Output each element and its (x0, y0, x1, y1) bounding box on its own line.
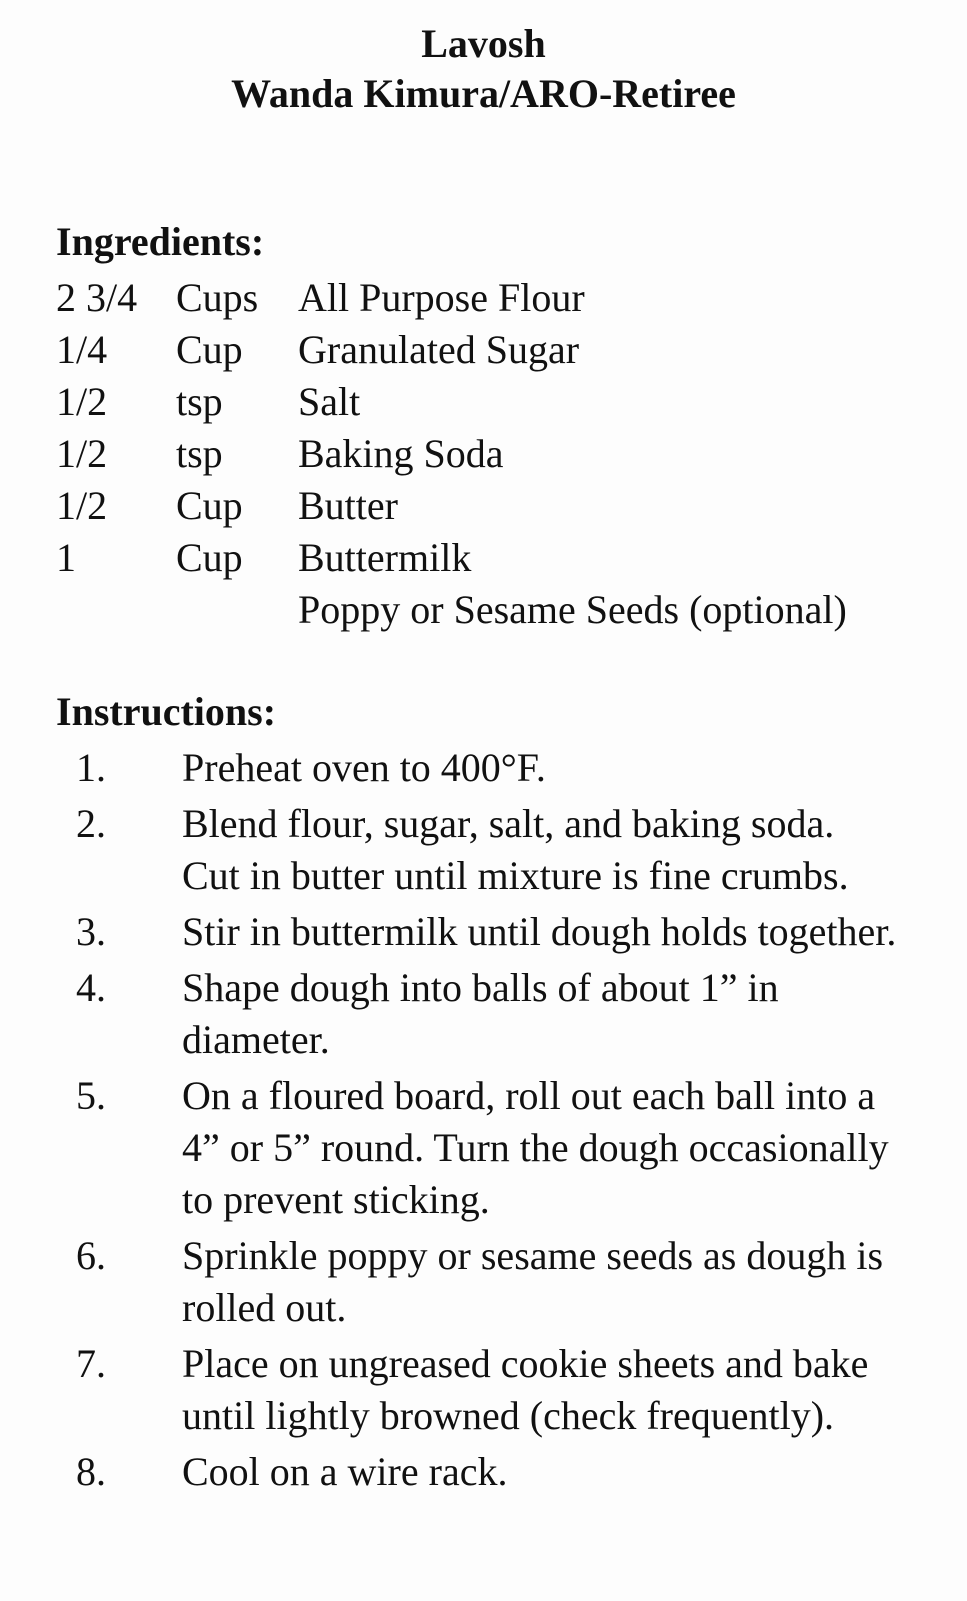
ingredient-row (56, 480, 936, 532)
instruction-step (76, 1070, 936, 1226)
ingredient-quantity: 1/2 (56, 379, 108, 424)
ingredient-unit: tsp (176, 379, 223, 424)
step-number: 1. (76, 745, 106, 790)
step-number: 3. (76, 909, 106, 954)
instructions-list (76, 742, 936, 1502)
instruction-step (76, 1230, 936, 1334)
step-text: Sprinkle poppy or sesame seeds as dough is rolled out. (182, 1233, 884, 1330)
ingredient-row (56, 532, 936, 584)
ingredient-name: Butter (298, 483, 398, 528)
ingredient-name: Salt (298, 379, 361, 424)
step-text: Preheat oven to 400°F. (182, 745, 546, 790)
instruction-step (76, 742, 936, 794)
ingredient-name: Granulated Sugar (298, 327, 580, 372)
step-number: 5. (76, 1073, 106, 1118)
step-text: On a floured board, roll out each ball into a 4” or 5” round. Turn the dough occasionally to prevent sticking. (182, 1073, 889, 1222)
ingredient-quantity: 1/2 (56, 483, 108, 528)
recipe-title: Lavosh (421, 21, 546, 66)
ingredient-quantity: 1/4 (56, 327, 108, 372)
step-number: 2. (76, 801, 106, 846)
instruction-step (76, 962, 936, 1066)
instruction-step (76, 906, 936, 958)
ingredients-heading: Ingredients: (56, 219, 265, 264)
instruction-step (76, 798, 936, 902)
ingredient-name: Poppy or Sesame Seeds (optional) (298, 587, 847, 632)
ingredient-row (56, 428, 936, 480)
ingredients-list (56, 272, 936, 636)
step-number: 7. (76, 1341, 106, 1386)
ingredient-row (56, 324, 936, 376)
ingredient-row (56, 584, 936, 636)
step-number: 4. (76, 965, 106, 1010)
ingredient-quantity: 2 3/4 (56, 275, 138, 320)
step-text: Stir in buttermilk until dough holds together. (182, 909, 897, 954)
step-text: Place on ungreased cookie sheets and bake until lightly browned (check frequently). (182, 1341, 869, 1438)
ingredient-unit: tsp (176, 431, 223, 476)
recipe-author: Wanda Kimura/ARO-Retiree (231, 71, 736, 116)
ingredient-row (56, 272, 936, 324)
step-number: 6. (76, 1233, 106, 1278)
instruction-step (76, 1446, 936, 1498)
step-number: 8. (76, 1449, 106, 1494)
ingredient-row (56, 376, 936, 428)
ingredient-quantity: 1 (56, 535, 76, 580)
ingredient-unit: Cups (176, 275, 259, 320)
ingredient-quantity: 1/2 (56, 431, 108, 476)
instruction-step (76, 1338, 936, 1442)
ingredient-unit: Cup (176, 535, 243, 580)
ingredient-unit: Cup (176, 327, 243, 372)
step-text: Cool on a wire rack. (182, 1449, 508, 1494)
step-text: Blend flour, sugar, salt, and baking soda. Cut in butter until mixture is fine crumbs. (182, 801, 849, 898)
ingredient-name: Buttermilk (298, 535, 472, 580)
step-text: Shape dough into balls of about 1” in diameter. (182, 965, 779, 1062)
instructions-heading: Instructions: (56, 689, 277, 734)
ingredient-unit: Cup (176, 483, 243, 528)
ingredient-name: All Purpose Flour (298, 275, 585, 320)
ingredient-name: Baking Soda (298, 431, 504, 476)
